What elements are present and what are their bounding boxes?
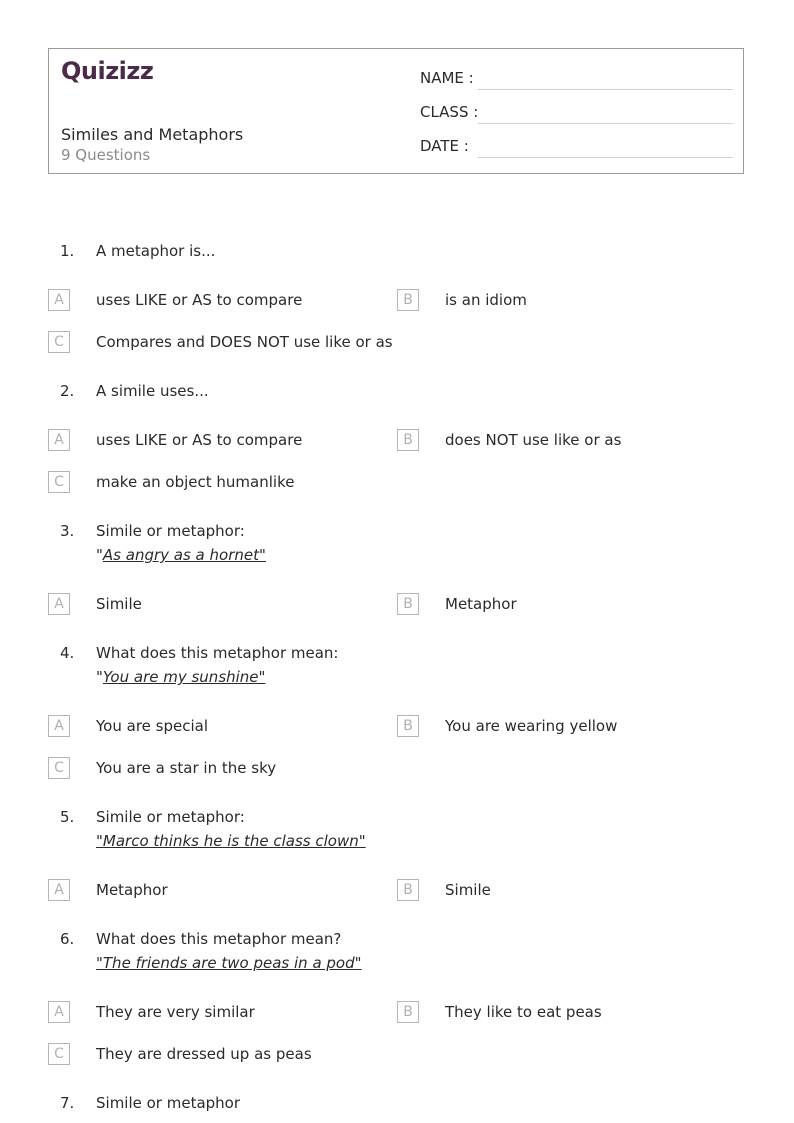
- option-text: They like to eat peas: [445, 1003, 602, 1021]
- option-a-box[interactable]: A: [48, 1001, 70, 1023]
- option-text: They are dressed up as peas: [96, 1045, 312, 1063]
- option-b-box[interactable]: B: [397, 429, 419, 451]
- option-c-box[interactable]: C: [48, 331, 70, 353]
- option-a-box[interactable]: A: [48, 429, 70, 451]
- class-label: CLASS :: [420, 103, 479, 121]
- option-c-box[interactable]: C: [48, 1043, 70, 1065]
- name-line[interactable]: [478, 89, 733, 90]
- option-text: Simile: [96, 595, 142, 613]
- option-b-box[interactable]: B: [397, 1001, 419, 1023]
- question-text: What does this metaphor mean:: [96, 644, 339, 662]
- question-text: What does this metaphor mean?: [96, 930, 342, 948]
- question-number: 2.: [60, 382, 75, 400]
- worksheet-title: Similes and Metaphors: [61, 125, 244, 144]
- option-text: You are wearing yellow: [445, 717, 618, 735]
- question-quote: "The friends are two peas in a pod": [96, 954, 362, 972]
- option-text: does NOT use like or as: [445, 431, 622, 449]
- worksheet-header: [48, 48, 744, 174]
- option-b-box[interactable]: B: [397, 879, 419, 901]
- option-b-box[interactable]: B: [397, 593, 419, 615]
- question-quote: "You are my sunshine": [96, 668, 266, 686]
- option-text: They are very similar: [96, 1003, 255, 1021]
- option-text: uses LIKE or AS to compare: [96, 291, 303, 309]
- option-a-box[interactable]: A: [48, 593, 70, 615]
- question-count: 9 Questions: [61, 146, 151, 164]
- option-text: make an object humanlike: [96, 473, 295, 491]
- question-number: 5.: [60, 808, 75, 826]
- date-line[interactable]: [478, 157, 733, 158]
- quizizz-logo: Quizizz: [61, 57, 154, 85]
- class-line[interactable]: [478, 123, 733, 124]
- option-c-box[interactable]: C: [48, 471, 70, 493]
- question-text: A metaphor is...: [96, 242, 216, 260]
- option-b-box[interactable]: B: [397, 715, 419, 737]
- option-c-box[interactable]: C: [48, 757, 70, 779]
- option-a-box[interactable]: A: [48, 715, 70, 737]
- question-text: Simile or metaphor:: [96, 522, 245, 540]
- question-number: 3.: [60, 522, 75, 540]
- option-text: You are a star in the sky: [96, 759, 277, 777]
- option-text: Metaphor: [445, 595, 517, 613]
- option-text: Compares and DOES NOT use like or as: [96, 333, 393, 351]
- question-text: Simile or metaphor: [96, 1094, 241, 1112]
- option-text: is an idiom: [445, 291, 527, 309]
- option-text: You are special: [96, 717, 208, 735]
- question-number: 1.: [60, 242, 75, 260]
- option-a-box[interactable]: A: [48, 879, 70, 901]
- name-label: NAME :: [420, 69, 474, 87]
- option-a-box[interactable]: A: [48, 289, 70, 311]
- option-text: uses LIKE or AS to compare: [96, 431, 303, 449]
- question-quote: "Marco thinks he is the class clown": [96, 832, 366, 850]
- question-text: A simile uses...: [96, 382, 209, 400]
- question-number: 6.: [60, 930, 75, 948]
- question-quote: "As angry as a hornet": [96, 546, 266, 564]
- option-b-box[interactable]: B: [397, 289, 419, 311]
- question-text: Simile or metaphor:: [96, 808, 245, 826]
- option-text: Simile: [445, 881, 491, 899]
- question-number: 4.: [60, 644, 75, 662]
- question-number: 7.: [60, 1094, 75, 1112]
- date-label: DATE :: [420, 137, 469, 155]
- option-text: Metaphor: [96, 881, 168, 899]
